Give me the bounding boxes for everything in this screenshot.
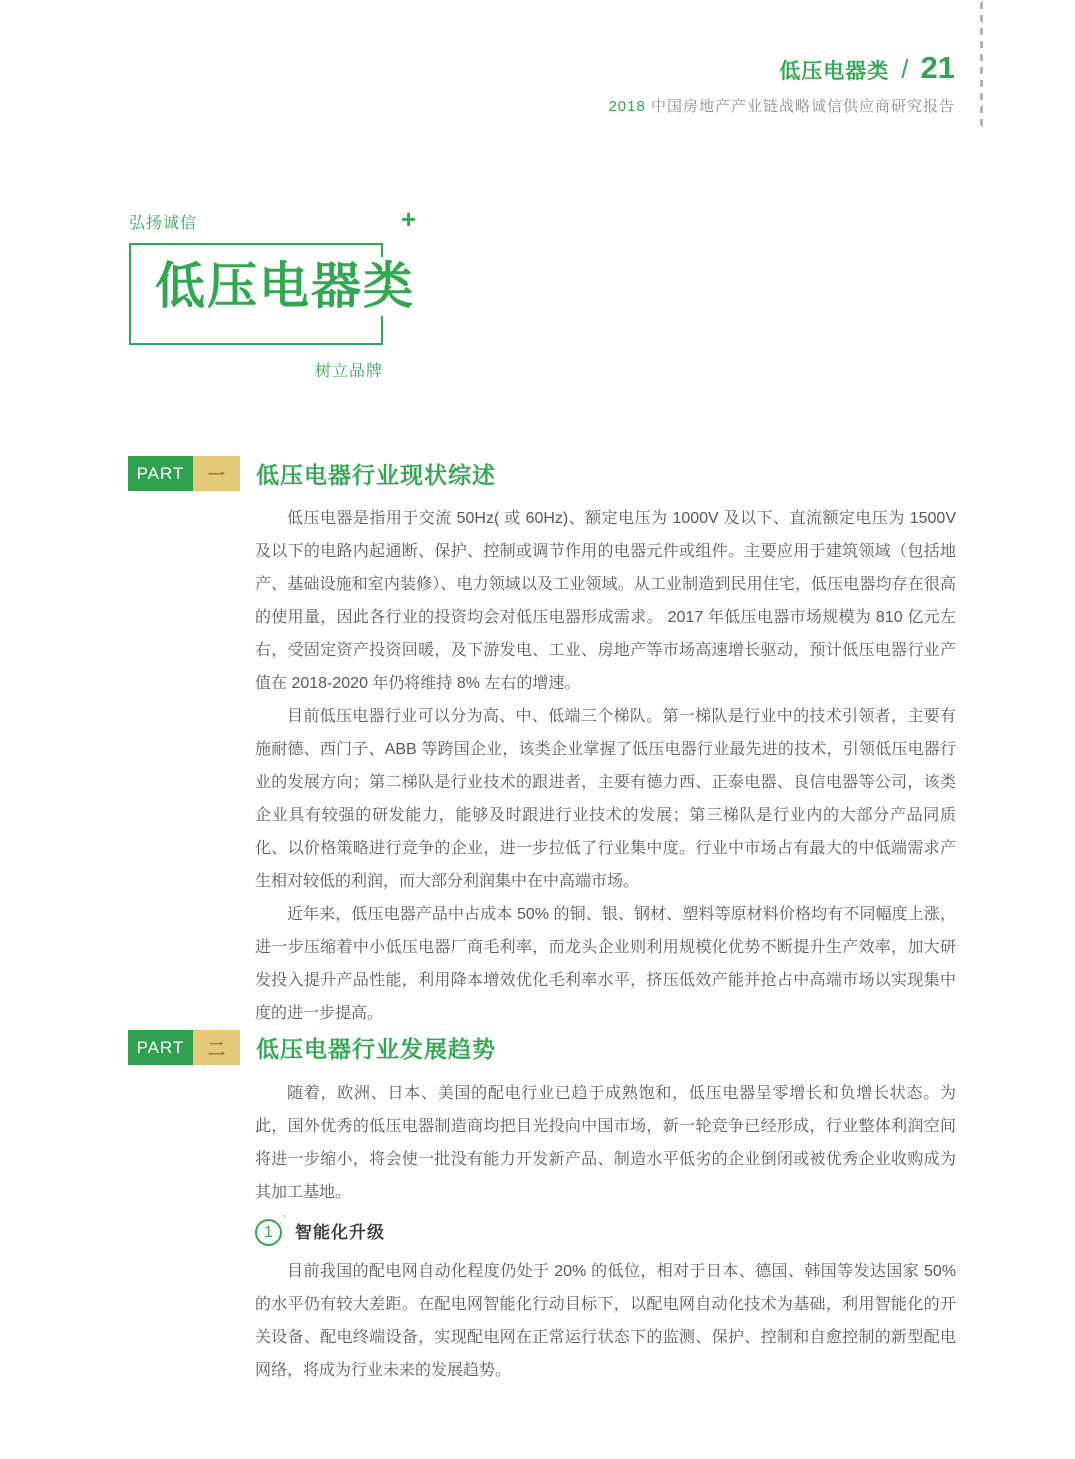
page-header [608,50,955,116]
paragraph: 近年来，低压电器产品中占成本 50% 的铜、银、钢材、塑料等原材料价格均有不同幅度上涨，进一步压缩着中小低压电器厂商毛利率，而龙头企业则利用规模化优势不断提升生产效率，加大研发投入提升产品性能，利用降本增效优化毛利率水平，挤压低效产能并抢占中高端市场以实现集中度的进一步提高。 [255,906,956,1022]
part-number: 一 [208,466,225,485]
part-label: PART [136,463,185,483]
subtitle-text: 中国房地产产业链战略诚信供应商研究报告 [650,98,955,115]
dashed-edge-line [980,2,983,128]
section-2-heading: 低压电器行业发展趋势 [256,1036,496,1062]
section-2-body [255,1077,956,1387]
subsection-heading [255,1216,956,1249]
header-title-line [608,50,955,86]
hero-tagline-top: 弘扬诚信 [129,215,198,232]
header-category: 低压电器类 [779,60,890,83]
section-1-heading: 低压电器行业现状综述 [256,462,496,488]
subsection-title: 智能化升级 [295,1223,385,1242]
part-badge [128,456,193,491]
paragraph: 低压电器是指用于交流 50Hz( 或 60Hz)、额定电压为 1000V 及以下、直流额定电压为 1500V 及以下的电路内起通断、保护、控制或调节作用的电器元件或组件。主要应用于建筑领域（包括地产、基础设施和室内装修）、电力领域以及工业领域。从工业制造到民用住宅，低压电器均存在很高的使用量，因此各行业的投资均会对低压电器形成需求。 2017 年低压电器市场规模为 810 亿元左右，受固定资产投资回暖，及下游发电、工业、房地产等市场高速增长驱动，预计低压电器行业产值在 2018-2020 年仍将维持 8% 左右的增速。 [255,510,956,692]
circled-number: 1 [255,1219,282,1246]
section-1-body [255,502,956,1030]
chapter-hero [129,204,449,380]
section-1-header [128,456,496,491]
circle-tick-mark [279,1215,285,1224]
report-subtitle [608,95,955,116]
part-badge [128,1030,193,1065]
circled-number-icon [255,1219,282,1246]
paragraph: 目前低压电器行业可以分为高、中、低端三个梯队。第一梯队是行业中的技术引领者，主要有施耐德、西门子、ABB 等跨国企业，该类企业掌握了低压电器行业最先进的技术，引领低压电器行业的发展方向；第二梯队是行业技术的跟进者，主要有德力西、正泰电器、良信电器等公司，该类企业具有较强的研发能力，能够及时跟进行业技术的发展；第三梯队是行业内的大部分产品同质化、以价格策略进行竞争的企业，进一步拉低了行业集中度。行业中市场占有最大的中低端需求产生相对较低的利润，而大部分利润集中在中高端市场。 [255,708,956,890]
paragraph: 随着，欧洲、日本、美国的配电行业已趋于成熟饱和，低压电器呈零增长和负增长状态。为此，国外优秀的低压电器制造商均把目光投向中国市场，新一轮竞争已经形成，行业整体利润空间将进一步缩小，将会使一批没有能力开发新产品、制造水平低劣的企业倒闭或被优秀企业收购成为其加工基地。 [255,1085,956,1201]
page-number: 21 [920,50,955,85]
part-label: PART [136,1037,185,1057]
plus-icon: + [401,204,417,234]
hero-tagline-bottom: 树立品牌 [315,363,384,380]
paragraph: 目前我国的配电网自动化程度仍处于 20% 的低位，相对于日本、德国、韩国等发达国家 50% 的水平仍有较大差距。在配电网智能化行动目标下，以配电网自动化技术为基础，利用智能化的开关设备、配电终端设备，实现配电网在正常运行状态下的监测、保护、控制和自愈控制的新型配电网络，将成为行业未来的发展趋势。 [255,1263,956,1379]
chapter-title: 低压电器类 [155,257,419,316]
part-number-badge [193,456,240,491]
subtitle-year: 2018 [608,98,646,115]
part-number: 二 [208,1040,225,1059]
header-slash: / [901,54,909,84]
section-2-header [128,1030,496,1065]
part-number-badge [193,1030,240,1065]
